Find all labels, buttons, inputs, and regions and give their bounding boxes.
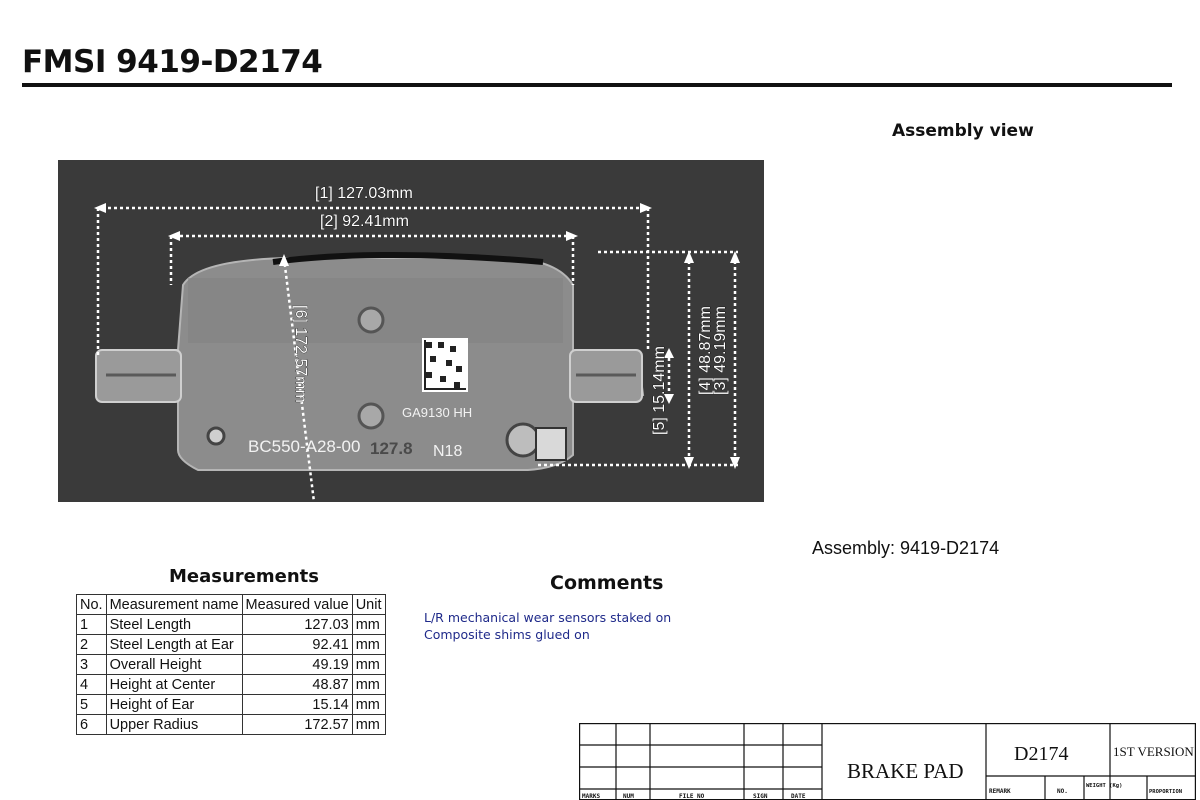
tb-part-code: D2174 bbox=[1014, 743, 1069, 765]
dimension-label-3: [3] 49.19mm bbox=[712, 306, 729, 395]
title-block bbox=[579, 723, 1196, 800]
tb-col-marks: MARKS bbox=[582, 793, 601, 800]
dimension-label-2: [2] 92.41mm bbox=[320, 213, 409, 230]
row-unit: mm bbox=[352, 695, 385, 715]
col-header-no: No. bbox=[77, 595, 107, 615]
row-name: Height of Ear bbox=[106, 695, 242, 715]
row-name: Overall Height bbox=[106, 655, 242, 675]
tb-col-sign: SIGN bbox=[753, 793, 768, 800]
tb-version: 1ST VERSION bbox=[1113, 744, 1194, 759]
row-no: 3 bbox=[77, 655, 107, 675]
row-unit: mm bbox=[352, 655, 385, 675]
row-name: Steel Length at Ear bbox=[106, 635, 242, 655]
row-unit: mm bbox=[352, 715, 385, 735]
size-marking: 127.8 bbox=[370, 439, 413, 458]
tb-no-label: NO. bbox=[1057, 788, 1068, 795]
row-name: Steel Length bbox=[106, 615, 242, 635]
row-unit: mm bbox=[352, 675, 385, 695]
row-value: 92.41 bbox=[242, 635, 352, 655]
tb-weight-label: WEIGHT (Kg) bbox=[1086, 783, 1123, 789]
measurements-table bbox=[76, 594, 386, 735]
tb-col-date: DATE bbox=[791, 793, 806, 800]
tb-proportion-label: PROPORTION bbox=[1149, 789, 1183, 795]
dimension-label-1: [1] 127.03mm bbox=[315, 185, 413, 202]
comments-body bbox=[424, 609, 671, 643]
row-value: 48.87 bbox=[242, 675, 352, 695]
row-name: Upper Radius bbox=[106, 715, 242, 735]
stamp-marking: GA9130 HH bbox=[402, 405, 473, 420]
assembly-label: Assembly: 9419-D2174 bbox=[812, 538, 1000, 558]
row-unit: mm bbox=[352, 635, 385, 655]
row-no: 2 bbox=[77, 635, 107, 655]
rivet bbox=[208, 428, 224, 444]
dimension-label-5: [5] 15.14mm bbox=[651, 346, 668, 435]
part-code-marking: BC550-A28-00 bbox=[248, 437, 361, 456]
row-no: 4 bbox=[77, 675, 107, 695]
dimension-label-6: [6] 172.57mm bbox=[292, 305, 309, 403]
row-value: 49.19 bbox=[242, 655, 352, 675]
code-marking: N18 bbox=[433, 443, 463, 460]
tb-part-name: BRAKE PAD bbox=[847, 759, 964, 783]
rivet bbox=[359, 308, 383, 332]
row-no: 1 bbox=[77, 615, 107, 635]
dimension-label-4: [4] 48.87mm bbox=[697, 306, 714, 395]
row-no: 6 bbox=[77, 715, 107, 735]
assembly-view-label: Assembly view bbox=[892, 121, 1034, 141]
row-unit: mm bbox=[352, 615, 385, 635]
tb-col-file: FILE NO bbox=[679, 793, 705, 800]
title-rule bbox=[22, 83, 1172, 87]
table-row bbox=[77, 635, 386, 655]
tb-remark-label: REMARK bbox=[989, 788, 1011, 795]
brake-pad-photo bbox=[58, 160, 764, 502]
table-header-row bbox=[77, 595, 386, 615]
row-value: 15.14 bbox=[242, 695, 352, 715]
table-row bbox=[77, 675, 386, 695]
rivet bbox=[359, 404, 383, 428]
table-row bbox=[77, 695, 386, 715]
tb-col-num: NUM bbox=[623, 793, 634, 800]
col-header-name: Measurement name bbox=[106, 595, 242, 615]
col-header-value: Measured value bbox=[242, 595, 352, 615]
comment-line: L/R mechanical wear sensors staked on bbox=[424, 610, 672, 625]
page-title: FMSI 9419-D2174 bbox=[22, 44, 323, 80]
comments-title: Comments bbox=[550, 572, 664, 594]
table-row bbox=[77, 715, 386, 735]
col-header-unit: Unit bbox=[352, 595, 385, 615]
row-no: 5 bbox=[77, 695, 107, 715]
row-value: 127.03 bbox=[242, 615, 352, 635]
row-value: 172.57 bbox=[242, 715, 352, 735]
measurements-title: Measurements bbox=[169, 566, 319, 587]
table-row bbox=[77, 615, 386, 635]
row-name: Height at Center bbox=[106, 675, 242, 695]
comment-line: Composite shims glued on bbox=[424, 627, 590, 642]
wear-sensor bbox=[507, 424, 539, 456]
table-row bbox=[77, 655, 386, 675]
